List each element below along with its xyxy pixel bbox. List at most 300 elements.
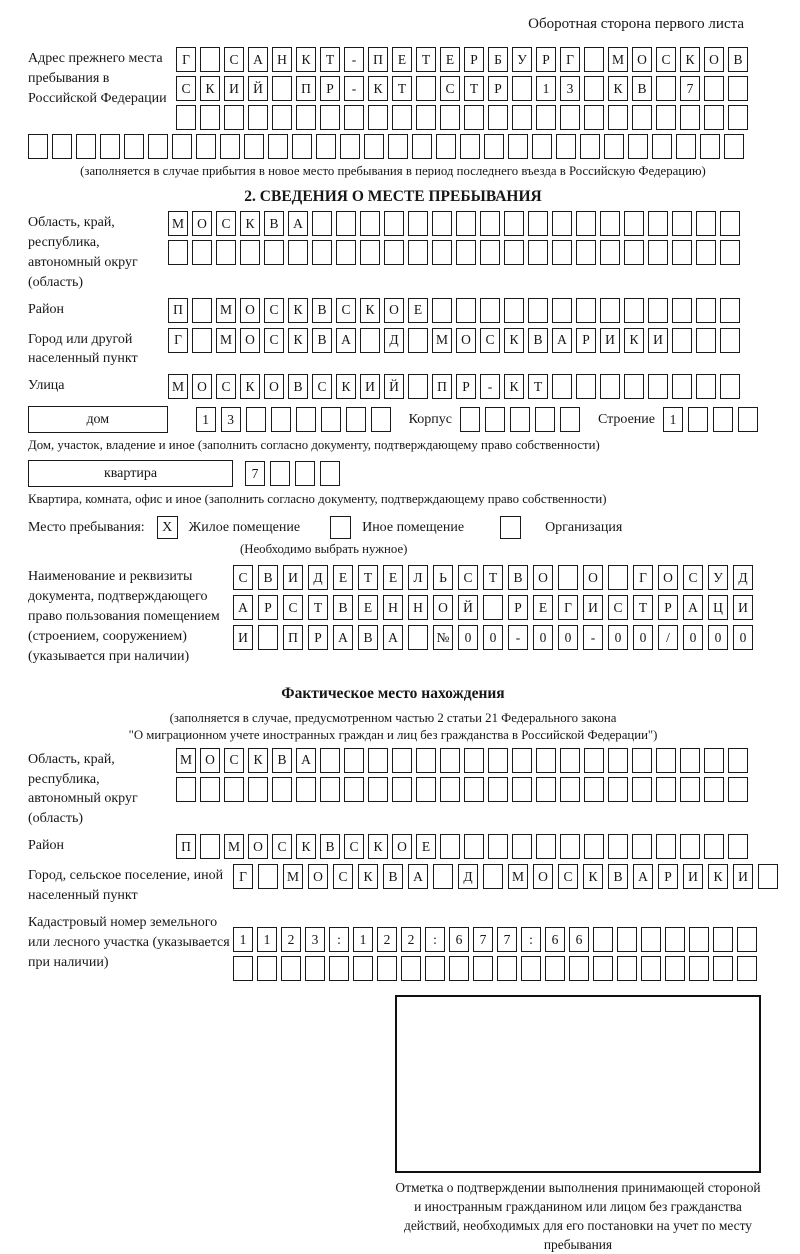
char-cell (344, 105, 364, 130)
char-cell (360, 211, 380, 236)
char-cell (656, 76, 676, 101)
char-cell (240, 240, 260, 265)
char-cell (584, 834, 604, 859)
char-cell: О (308, 864, 328, 889)
char-cell (483, 864, 503, 889)
char-cell: С (458, 565, 478, 590)
char-cell (392, 777, 412, 802)
char-cell (604, 134, 624, 159)
char-cell: К (336, 374, 356, 399)
char-cell: С (283, 595, 303, 620)
char-cell (473, 956, 493, 981)
char-cell: И (233, 625, 253, 650)
char-cell: О (192, 374, 212, 399)
char-cell: А (383, 625, 403, 650)
char-cell: К (368, 834, 388, 859)
char-cell (696, 298, 716, 323)
char-cell (272, 76, 292, 101)
char-cell: В (632, 76, 652, 101)
char-cell (480, 240, 500, 265)
char-cell (512, 777, 532, 802)
char-cell (392, 748, 412, 773)
char-cell (584, 105, 604, 130)
char-cell: Е (392, 47, 412, 72)
char-cell (124, 134, 144, 159)
char-cell: 7 (497, 927, 517, 952)
char-cell: С (656, 47, 676, 72)
char-cell (224, 105, 244, 130)
char-cell (576, 240, 596, 265)
cadastre-field (28, 911, 758, 981)
char-cell: Д (308, 565, 328, 590)
char-cell (346, 407, 366, 432)
char-cell: Р (508, 595, 528, 620)
region-label: Область, край, республика, автономный округ (область) (28, 215, 138, 290)
char-cell (172, 134, 192, 159)
char-cell: Р (320, 76, 340, 101)
char-cell: Ь (433, 565, 453, 590)
char-cell (456, 240, 476, 265)
char-cell: О (533, 864, 553, 889)
document-label: Наименование и реквизиты документа, подтверждающего право пользования помещением (строением, сооружением) (указывается при наличии) (28, 569, 220, 664)
char-cell (425, 956, 445, 981)
char-cell (656, 748, 676, 773)
char-cell (436, 134, 456, 159)
char-cell: Г (233, 864, 253, 889)
char-cell: 3 (305, 927, 325, 952)
char-cell: Р (576, 328, 596, 353)
char-cell (672, 374, 692, 399)
prev-address-row-2 (176, 76, 748, 101)
char-cell (652, 134, 672, 159)
char-cell: С (336, 298, 356, 323)
char-cell: С (558, 864, 578, 889)
char-cell (608, 748, 628, 773)
char-cell: А (296, 748, 316, 773)
city-field (28, 328, 758, 370)
char-cell (728, 777, 748, 802)
char-cell: Г (633, 565, 653, 590)
char-cell: М (176, 748, 196, 773)
char-cell (676, 134, 696, 159)
char-cell (296, 105, 316, 130)
char-cell (628, 134, 648, 159)
char-cell (556, 134, 576, 159)
char-cell (689, 927, 709, 952)
char-cell: С (608, 595, 628, 620)
char-cell (353, 956, 373, 981)
char-cell (440, 748, 460, 773)
char-cell (624, 298, 644, 323)
char-cell (720, 328, 740, 353)
char-cell (460, 134, 480, 159)
char-cell: В (383, 864, 403, 889)
char-cell (600, 211, 620, 236)
char-cell: Г (560, 47, 580, 72)
char-cell (320, 777, 340, 802)
char-cell (248, 777, 268, 802)
char-cell (296, 407, 316, 432)
char-cell (648, 240, 668, 265)
char-cell (632, 748, 652, 773)
char-cell (728, 748, 748, 773)
char-cell (665, 927, 685, 952)
char-cell (233, 956, 253, 981)
apartment-row (28, 460, 758, 487)
char-cell (608, 105, 628, 130)
char-cell (504, 211, 524, 236)
document-row-3 (233, 625, 753, 650)
char-cell: М (283, 864, 303, 889)
char-cell (536, 105, 556, 130)
char-cell (512, 748, 532, 773)
char-cell: А (683, 595, 703, 620)
char-cell: С (176, 76, 196, 101)
char-cell (288, 240, 308, 265)
char-cell (432, 211, 452, 236)
char-cell (510, 407, 530, 432)
char-cell (168, 240, 188, 265)
char-cell: К (360, 298, 380, 323)
char-cell (52, 134, 72, 159)
char-cell: Г (168, 328, 188, 353)
char-cell: 7 (245, 461, 265, 486)
actual-region-label: Область, край, республика, автономный округ (область) (28, 751, 138, 827)
char-cell (624, 211, 644, 236)
street-field (28, 374, 758, 399)
char-cell (292, 134, 312, 159)
char-cell (648, 374, 668, 399)
char-cell (264, 240, 284, 265)
char-cell: О (658, 565, 678, 590)
char-cell: Р (308, 625, 328, 650)
char-cell: 6 (449, 927, 469, 952)
char-cell (176, 105, 196, 130)
char-cell (672, 328, 692, 353)
char-cell (483, 595, 503, 620)
char-cell (440, 834, 460, 859)
char-cell (656, 105, 676, 130)
document-field (28, 565, 758, 666)
stroenie-label: Строение (597, 411, 655, 427)
char-cell (737, 927, 757, 952)
char-cell (704, 777, 724, 802)
section2-title: 2. СВЕДЕНИЯ О МЕСТЕ ПРЕБЫВАНИЯ (244, 188, 542, 205)
document-row-2 (233, 595, 753, 620)
confirmation-caption: Отметка о подтверждении выполнения принимающей стороной и иностранным гражданином или лицом без гражданства действий, необходимых для его постановки на учет по месту пребывания (395, 1179, 761, 1252)
char-cell (608, 834, 628, 859)
char-cell (416, 748, 436, 773)
char-cell (720, 298, 740, 323)
cadastre-label: Кадастровый номер земельного или лесного участка (указывается при наличии) (28, 914, 230, 970)
char-cell (360, 328, 380, 353)
char-cell: - (508, 625, 528, 650)
char-cell: М (168, 211, 188, 236)
char-cell (368, 105, 388, 130)
char-cell (528, 298, 548, 323)
char-cell: К (288, 328, 308, 353)
char-cell: М (432, 328, 452, 353)
char-cell (569, 956, 589, 981)
char-cell: О (200, 748, 220, 773)
char-cell (728, 834, 748, 859)
char-cell: - (344, 47, 364, 72)
char-cell: Д (458, 864, 478, 889)
char-cell (504, 298, 524, 323)
prev-address-row-1 (176, 47, 748, 72)
char-cell: А (552, 328, 572, 353)
char-cell (312, 211, 332, 236)
char-cell (576, 374, 596, 399)
char-cell (296, 777, 316, 802)
char-cell: 6 (569, 927, 589, 952)
char-cell (728, 76, 748, 101)
char-cell: - (583, 625, 603, 650)
char-cell (576, 298, 596, 323)
char-cell (440, 105, 460, 130)
char-cell (200, 105, 220, 130)
stay-type-note: (Необходимо выбрать нужное) (240, 542, 408, 557)
char-cell (248, 105, 268, 130)
char-cell: К (240, 374, 260, 399)
prev-address-label: Адрес прежнего места пребывания в Российской Федерации (28, 51, 167, 106)
char-cell: К (200, 76, 220, 101)
char-cell (272, 105, 292, 130)
char-cell: 1 (196, 407, 216, 432)
char-cell: О (264, 374, 284, 399)
char-cell (408, 240, 428, 265)
char-cell (200, 47, 220, 72)
char-cell (704, 834, 724, 859)
char-cell (535, 407, 555, 432)
char-cell (528, 240, 548, 265)
char-cell (720, 211, 740, 236)
char-cell: С (224, 748, 244, 773)
char-cell (329, 956, 349, 981)
char-cell (497, 956, 517, 981)
char-cell (408, 625, 428, 650)
stay-type-option-residential: Жилое помещение (188, 519, 301, 535)
char-cell: В (312, 328, 332, 353)
char-cell: П (368, 47, 388, 72)
confirmation-area (395, 995, 761, 1254)
char-cell: Е (440, 47, 460, 72)
char-cell (416, 105, 436, 130)
char-cell (320, 461, 340, 486)
char-cell (758, 864, 778, 889)
char-cell: Н (272, 47, 292, 72)
char-cell (648, 211, 668, 236)
char-cell (216, 240, 236, 265)
char-cell: Т (483, 565, 503, 590)
char-cell (504, 240, 524, 265)
char-cell: М (216, 328, 236, 353)
char-cell: Т (392, 76, 412, 101)
char-cell (464, 834, 484, 859)
char-cell: 7 (473, 927, 493, 952)
char-cell: Г (176, 47, 196, 72)
prev-address-row-4 (28, 134, 758, 159)
char-cell (713, 407, 733, 432)
char-cell: Р (488, 76, 508, 101)
house-box: дом (28, 406, 168, 433)
char-cell: 1 (663, 407, 683, 432)
char-cell: 1 (536, 76, 556, 101)
char-cell: А (633, 864, 653, 889)
char-cell: К (288, 298, 308, 323)
region-field (28, 211, 758, 293)
char-cell (281, 956, 301, 981)
char-cell: О (240, 328, 260, 353)
char-cell (558, 565, 578, 590)
char-cell (560, 748, 580, 773)
char-cell (617, 927, 637, 952)
char-cell: Й (458, 595, 478, 620)
char-cell: 0 (733, 625, 753, 650)
char-cell (312, 240, 332, 265)
char-cell (738, 407, 758, 432)
actual-region-row-2 (176, 777, 748, 802)
char-cell (408, 374, 428, 399)
char-cell: К (296, 47, 316, 72)
char-cell (584, 47, 604, 72)
char-cell: О (456, 328, 476, 353)
char-cell (545, 956, 565, 981)
char-cell: И (224, 76, 244, 101)
prev-address-row-3 (176, 105, 748, 130)
char-cell: Е (333, 565, 353, 590)
stay-type-row (28, 516, 758, 539)
char-cell: И (283, 565, 303, 590)
char-cell: Р (456, 374, 476, 399)
char-cell: О (583, 565, 603, 590)
char-cell (364, 134, 384, 159)
confirmation-stamp-box (395, 995, 761, 1173)
actual-district-row (176, 834, 748, 859)
char-cell (344, 777, 364, 802)
city-label: Город или другой населенный пункт (28, 331, 138, 367)
actual-city-label: Город, сельское поселение, иной населенный пункт (28, 868, 224, 903)
char-cell: А (333, 625, 353, 650)
char-cell (464, 777, 484, 802)
char-cell (196, 134, 216, 159)
char-cell: В (320, 834, 340, 859)
char-cell (617, 956, 637, 981)
char-cell (360, 240, 380, 265)
char-cell (536, 777, 556, 802)
char-cell (258, 625, 278, 650)
char-cell (696, 328, 716, 353)
char-cell: Е (533, 595, 553, 620)
char-cell: В (333, 595, 353, 620)
char-cell (672, 211, 692, 236)
city-row (168, 328, 740, 353)
char-cell: Н (383, 595, 403, 620)
char-cell (488, 748, 508, 773)
stroenie-cells (663, 407, 758, 432)
char-cell (485, 407, 505, 432)
char-cell (246, 407, 266, 432)
char-cell (416, 76, 436, 101)
char-cell (388, 134, 408, 159)
char-cell: С (216, 374, 236, 399)
char-cell (336, 240, 356, 265)
char-cell: : (521, 927, 541, 952)
char-cell (680, 105, 700, 130)
char-cell (384, 211, 404, 236)
district-field (28, 298, 758, 323)
char-cell: И (600, 328, 620, 353)
char-cell (408, 328, 428, 353)
char-cell: И (733, 595, 753, 620)
char-cell: К (358, 864, 378, 889)
char-cell (536, 748, 556, 773)
house-caption: Дом, участок, владение и иное (заполнить согласно документу, подтверждающему право собственности) (28, 438, 600, 453)
char-cell (641, 927, 661, 952)
actual-location-title: Фактическое место нахождения (281, 684, 505, 702)
char-cell (641, 956, 661, 981)
char-cell: О (433, 595, 453, 620)
char-cell (552, 298, 572, 323)
char-cell (704, 748, 724, 773)
char-cell (560, 777, 580, 802)
char-cell: У (708, 565, 728, 590)
char-cell: П (296, 76, 316, 101)
char-cell (656, 777, 676, 802)
korpus-cells (460, 407, 580, 432)
cadastre-row-2 (233, 956, 757, 981)
char-cell: О (392, 834, 412, 859)
char-cell: Р (536, 47, 556, 72)
char-cell (295, 461, 315, 486)
char-cell: 0 (483, 625, 503, 650)
char-cell (680, 777, 700, 802)
char-cell (488, 834, 508, 859)
char-cell (484, 134, 504, 159)
char-cell: В (288, 374, 308, 399)
char-cell: С (216, 211, 236, 236)
char-cell: К (504, 328, 524, 353)
char-cell (656, 834, 676, 859)
district-label: Район (28, 301, 64, 317)
char-cell: А (288, 211, 308, 236)
char-cell: Т (416, 47, 436, 72)
char-cell: П (432, 374, 452, 399)
char-cell (689, 956, 709, 981)
char-cell: О (192, 211, 212, 236)
char-cell (704, 76, 724, 101)
char-cell (608, 777, 628, 802)
stay-type-checkbox-organization (500, 516, 521, 539)
stay-type-checkbox-other (330, 516, 351, 539)
char-cell (456, 211, 476, 236)
char-cell (704, 105, 724, 130)
char-cell (720, 374, 740, 399)
char-cell: О (248, 834, 268, 859)
char-cell: К (608, 76, 628, 101)
char-cell (580, 134, 600, 159)
char-cell (624, 374, 644, 399)
char-cell (480, 298, 500, 323)
char-cell (480, 211, 500, 236)
char-cell (464, 748, 484, 773)
char-cell (100, 134, 120, 159)
stay-type-checkbox-residential: X (157, 516, 178, 539)
char-cell (680, 748, 700, 773)
char-cell: В (258, 565, 278, 590)
char-cell (244, 134, 264, 159)
char-cell: О (533, 565, 553, 590)
